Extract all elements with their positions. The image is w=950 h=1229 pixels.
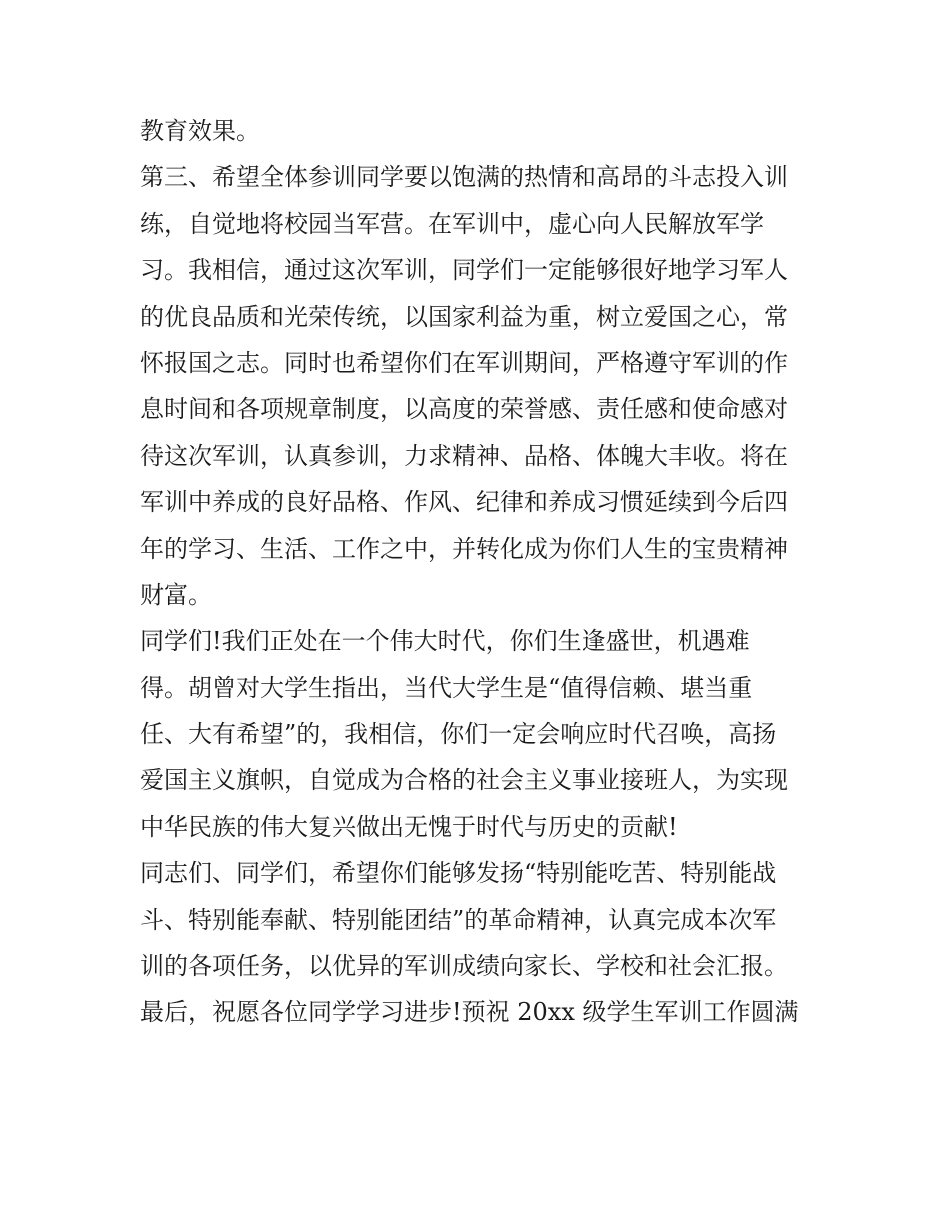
text-line: 习。我相信，通过这次军训，同学们一定能够很好地学习军人 (140, 256, 788, 285)
text-line: 教育效果。 (140, 117, 260, 145)
text-line: 第三、希望全体参训同学要以饱满的热情和高昂的斗志投入训 (140, 163, 788, 192)
text-line: 中华民族的伟大复兴做出无愧于时代与历史的贡献! (140, 812, 678, 841)
text-line: 斗、特别能奉献、特别能团结”的革命精神，认真完成本次军 (140, 905, 777, 934)
text-line: 息时间和各项规章制度，以高度的荣誉感、责任感和使命感对 (140, 395, 788, 424)
text-line: 待这次军训，认真参训，力求精神、品格、体魄大丰收。将在 (140, 441, 788, 470)
text-line: 爱国主义旗帜，自觉成为合格的社会主义事业接班人，为实现 (140, 766, 788, 795)
text-line: 年的学习、生活、工作之中，并转化成为你们人生的宝贵精神 (140, 534, 788, 563)
text-line: 的优良品质和光荣传统，以国家利益为重，树立爱国之心，常 (140, 302, 788, 331)
text-line: 财富。 (140, 580, 212, 609)
text-line: 同志们、同学们，希望你们能够发扬“特别能吃苦、特别能战 (140, 859, 777, 888)
text-line: 练，自觉地将校园当军营。在军训中，虚心向人民解放军学 (140, 209, 764, 238)
text-line: 怀报国之志。同时也希望你们在军训期间，严格遵守军训的作 (140, 348, 788, 377)
text-line: 任、大有希望”的，我相信，你们一定会响应时代召唤，高扬 (140, 720, 777, 749)
body-text (140, 108, 820, 1036)
text-line: 最后，祝愿各位同学学习进步!预祝 20xx 级学生军训工作圆满 (140, 998, 799, 1027)
text-line: 军训中养成的良好品格、作风、纪律和养成习惯延续到今后四 (140, 488, 788, 517)
text-line: 得。胡曾对大学生指出，当代大学生是“值得信赖、堪当重 (140, 673, 753, 702)
text-line: 训的各项任务，以优异的军训成绩向家长、学校和社会汇报。 (140, 952, 788, 981)
text-line: 同学们!我们正处在一个伟大时代，你们生逢盛世，机遇难 (140, 627, 750, 656)
